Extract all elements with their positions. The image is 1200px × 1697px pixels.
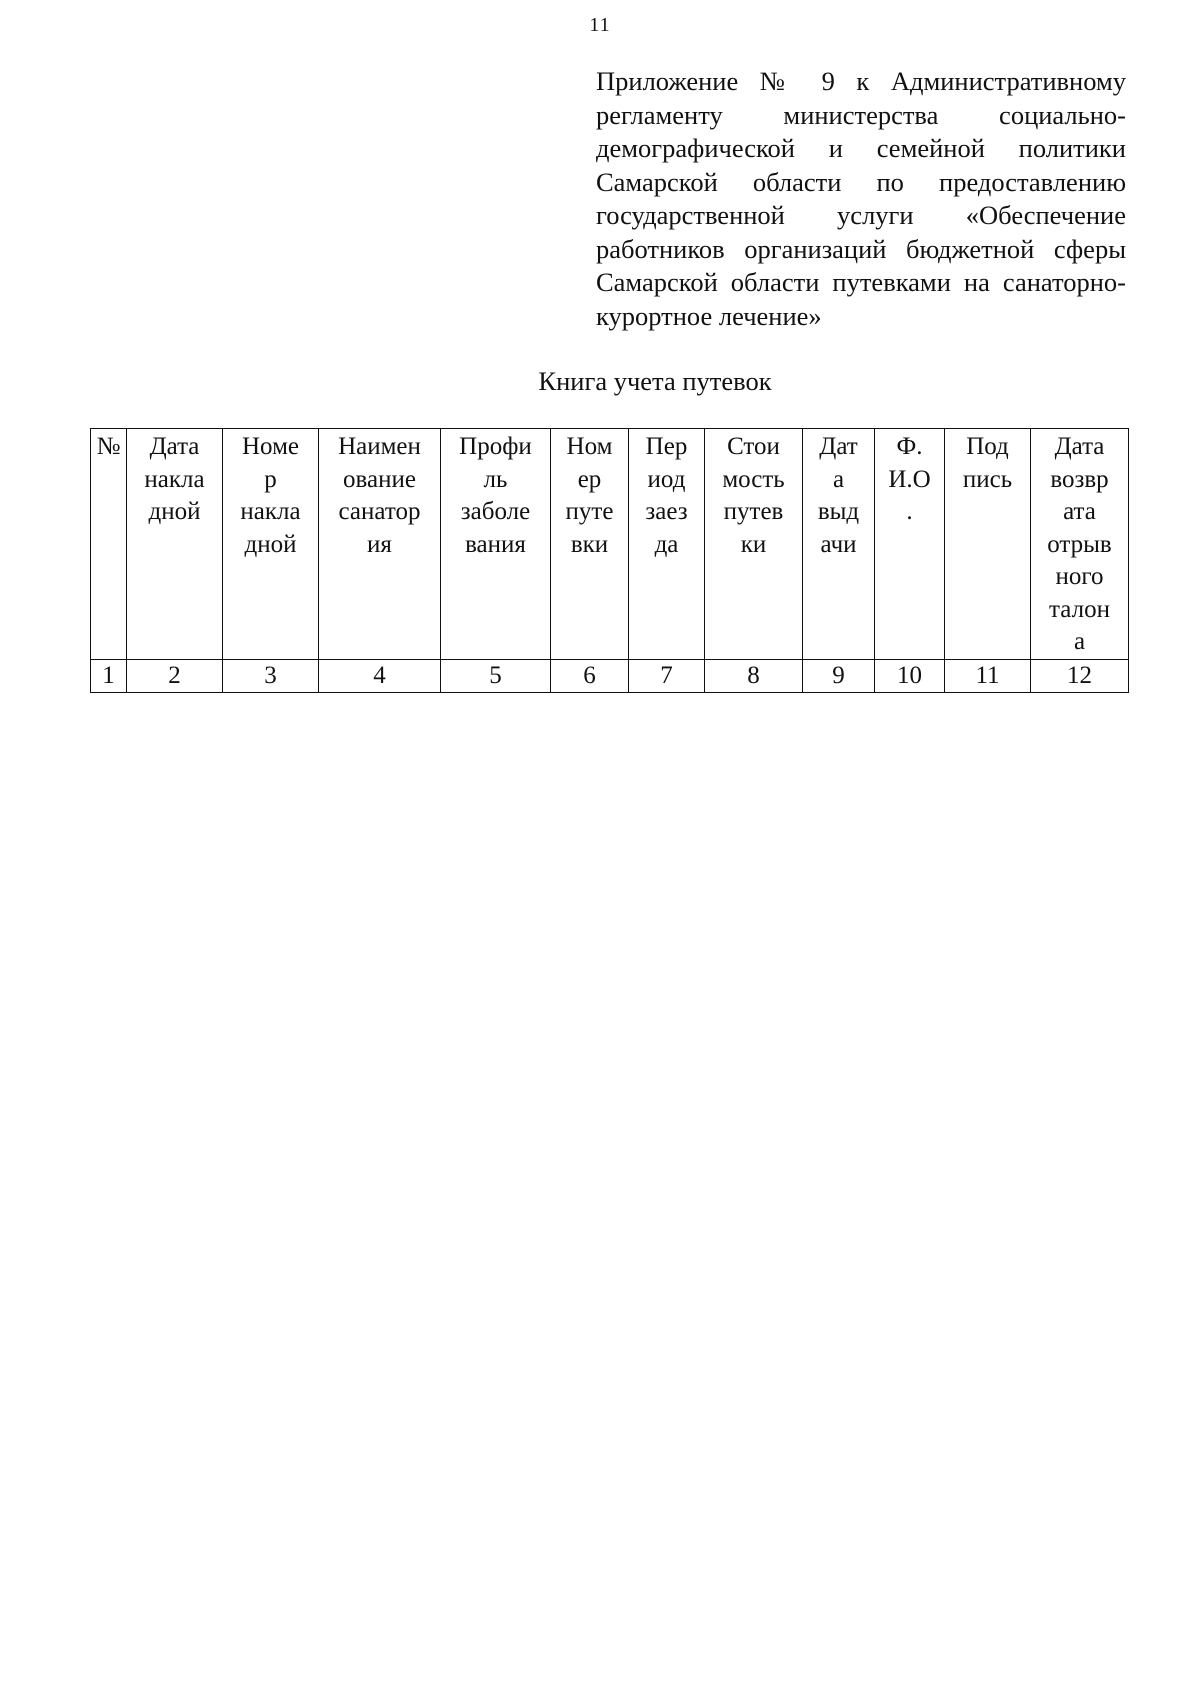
column-header-line: Стои [727, 433, 780, 460]
column-header-line: а [1073, 628, 1086, 655]
column-header-line: Дат [819, 433, 858, 460]
voucher-ledger-table [90, 428, 1129, 693]
column-header-line: вания [465, 530, 526, 558]
column-header-line: р [264, 465, 277, 493]
column-header [629, 429, 705, 660]
column-header [551, 429, 629, 660]
column-number: 5 [441, 660, 551, 693]
column-header-line: ование [343, 465, 416, 493]
column-number: 4 [319, 660, 441, 693]
column-header-line: ного [1055, 563, 1104, 590]
column-header-line: ки [740, 530, 767, 558]
column-header-line: вки [570, 530, 609, 558]
book-title: Книга учета путевок [538, 366, 772, 396]
column-number: 9 [803, 660, 875, 693]
column-header-line: санатор [338, 498, 421, 525]
column-header-line: Наимен [338, 433, 421, 460]
column-header-line: талон [1049, 595, 1110, 623]
column-header [223, 429, 319, 660]
column-header-line: № [96, 433, 121, 460]
column-header-line: Ном [566, 433, 613, 460]
column-header-line: Профи [459, 433, 532, 460]
column-header-line: ер [577, 465, 602, 493]
column-header-line: заез [645, 498, 688, 525]
column-number: 3 [223, 660, 319, 693]
column-number-row [91, 660, 1129, 693]
column-header-line: иод [647, 465, 686, 493]
column-header [945, 429, 1031, 660]
column-number: 10 [875, 660, 945, 693]
appendix-reference: Приложение № 9 к Административному регламенту министерства социально-демографической и семейной политики Самарской области по предоставлению государственной услуги «Обеспечение работников организаций бюджетной сферы Самарской области путевками на санаторно-курортное лечение» [596, 66, 1126, 331]
column-header-line: Дата [149, 433, 200, 460]
column-header-line: возвр [1050, 465, 1109, 493]
column-header-line: ль [483, 465, 508, 493]
column-header-line: а [832, 465, 845, 493]
column-header [1031, 429, 1129, 660]
column-header-line: мость [722, 465, 785, 493]
column-header [91, 429, 127, 660]
column-header-line: И.О [888, 465, 931, 493]
table-header-row [91, 429, 1129, 660]
column-header-line: накла [144, 465, 205, 493]
column-header-line: Номе [242, 433, 299, 460]
column-number: 11 [945, 660, 1031, 693]
column-header [319, 429, 441, 660]
column-header-line: Дата [1054, 433, 1105, 460]
column-header [441, 429, 551, 660]
column-number: 2 [127, 660, 223, 693]
column-header-line: ата [1063, 498, 1096, 525]
column-header [875, 429, 945, 660]
column-header-line: накла [240, 498, 301, 525]
column-header-line: да [654, 530, 679, 558]
column-header [705, 429, 803, 660]
column-header-line: выд [817, 498, 860, 525]
column-header-line: . [906, 498, 913, 525]
column-header [803, 429, 875, 660]
column-number: 12 [1031, 660, 1129, 693]
column-number: 7 [629, 660, 705, 693]
column-header-line: пись [962, 465, 1013, 493]
column-number: 1 [91, 660, 127, 693]
column-header-line: путе [565, 498, 614, 525]
column-header-line: отрыв [1047, 530, 1112, 558]
column-header-line: Пер [645, 433, 688, 460]
column-header [127, 429, 223, 660]
column-header-line: ачи [820, 530, 857, 558]
column-header-line: Под [966, 433, 1009, 460]
column-header-line: путев [723, 498, 784, 525]
column-header-line: Ф. [896, 433, 923, 460]
column-number: 6 [551, 660, 629, 693]
page-number: 11 [589, 14, 611, 36]
column-header-line: ия [367, 530, 392, 558]
column-header-line: дной [244, 530, 297, 558]
column-header-line: дной [148, 498, 201, 525]
column-header-line: заболе [460, 498, 531, 525]
column-number: 8 [705, 660, 803, 693]
